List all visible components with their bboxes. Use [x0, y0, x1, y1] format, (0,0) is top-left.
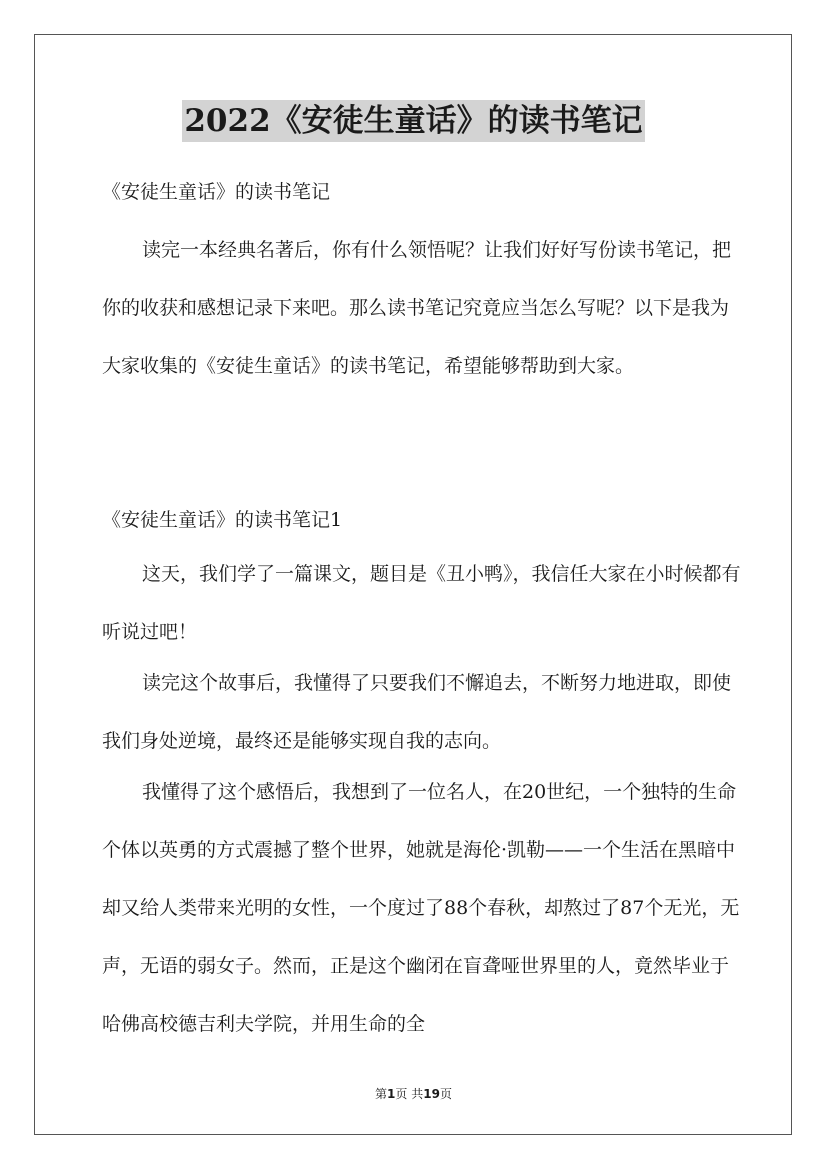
section-heading-2: 《安徒生童话》的读书笔记1 [102, 509, 343, 531]
footer-page-current: 1 [387, 1087, 396, 1101]
body-paragraph-1: 这天，我们学了一篇课文，题目是《丑小鸭》，我信任大家在小时候都有听说过吧！ [102, 563, 741, 643]
footer-mid: 页 共 [395, 1087, 424, 1101]
document-title: 2022《安徒生童话》的读书笔记 [182, 100, 644, 142]
page-footer [0, 1085, 827, 1102]
footer-page-total: 19 [423, 1087, 440, 1101]
body-paragraph-2: 读完这个故事后，我懂得了只要我们不懈追去，不断努力地进取，即使我们身处逆境，最终还是能够实现自我的志向。 [102, 672, 732, 752]
section-heading-1: 《安徒生童话》的读书笔记 [102, 181, 331, 203]
footer-prefix: 第 [375, 1087, 388, 1101]
intro-paragraph: 读完一本经典名著后，你有什么领悟呢？让我们好好写份读书笔记，把你的收获和感想记录下来吧。那么读书笔记究竟应当怎么写呢？以下是我为大家收集的《安徒生童话》的读书笔记，希望能够帮助到大家。 [102, 239, 732, 377]
body-paragraph-3: 我懂得了这个感悟后，我想到了一位名人，在20世纪，一个独特的生命个体以英勇的方式震撼了整个世界，她就是海伦·凯勒——一个生活在黑暗中却又给人类带来光明的女性，一个度过了88个春秋，却熬过了87个无光，无声，无语的弱女子。然而，正是这个幽闭在盲聋哑世界里的人，竟然毕业于哈佛高校德吉利夫学院，并用生命的全 [102, 781, 740, 1035]
title-wrap [0, 100, 827, 142]
footer-suffix: 页 [439, 1087, 452, 1101]
